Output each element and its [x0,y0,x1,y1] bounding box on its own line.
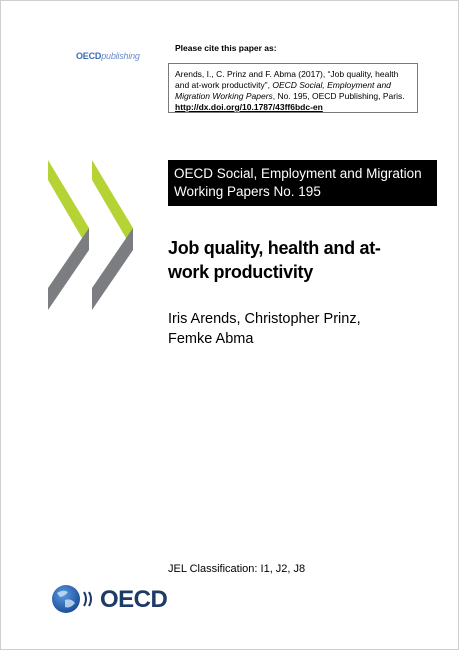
document-title: Job quality, health and at-work productivity [168,238,381,282]
series-line-1: OECD Social, Employment and Migration [174,166,422,181]
citation-series-name: OECD Social, Employment and Migration Working Papers [175,80,391,101]
oecd-publishing-logo [76,51,140,61]
authors-line-2: Femke Abma [168,331,254,347]
globe-icon [52,585,80,613]
chevron-left-green [48,160,89,250]
jel-classification: JEL Classification: I1, J2, J8 [168,563,306,575]
oecd-logo-text: OECD [100,586,168,613]
series-title-bar [168,160,437,206]
oecd-globe-logo [51,583,101,615]
chevron-graphic [48,160,138,310]
authors-line-1: Iris Arends, Christopher Prinz, [168,311,361,327]
authors [168,309,428,349]
series-line-2: Working Papers No. 195 [174,184,321,199]
citation-doi-link[interactable]: http://dx.doi.org/10.1787/43ff6bdc-en [175,102,323,112]
chevron-right-grey [92,228,133,310]
citation-heading: Please cite this paper as: [175,43,277,53]
citation-box [168,63,418,113]
chevron-right-green [92,160,133,250]
publishing-logo-suffix: publishing [101,51,140,61]
publishing-logo-brand: OECD [76,51,102,61]
citation-text: Arends, I., C. Prinz and F. Abma (2017), “Job quality, health and at-work productivity”, [175,69,399,90]
citation-tail: , No. 195, OECD Publishing, Paris. [272,91,405,101]
chevron-left-grey [48,228,89,310]
